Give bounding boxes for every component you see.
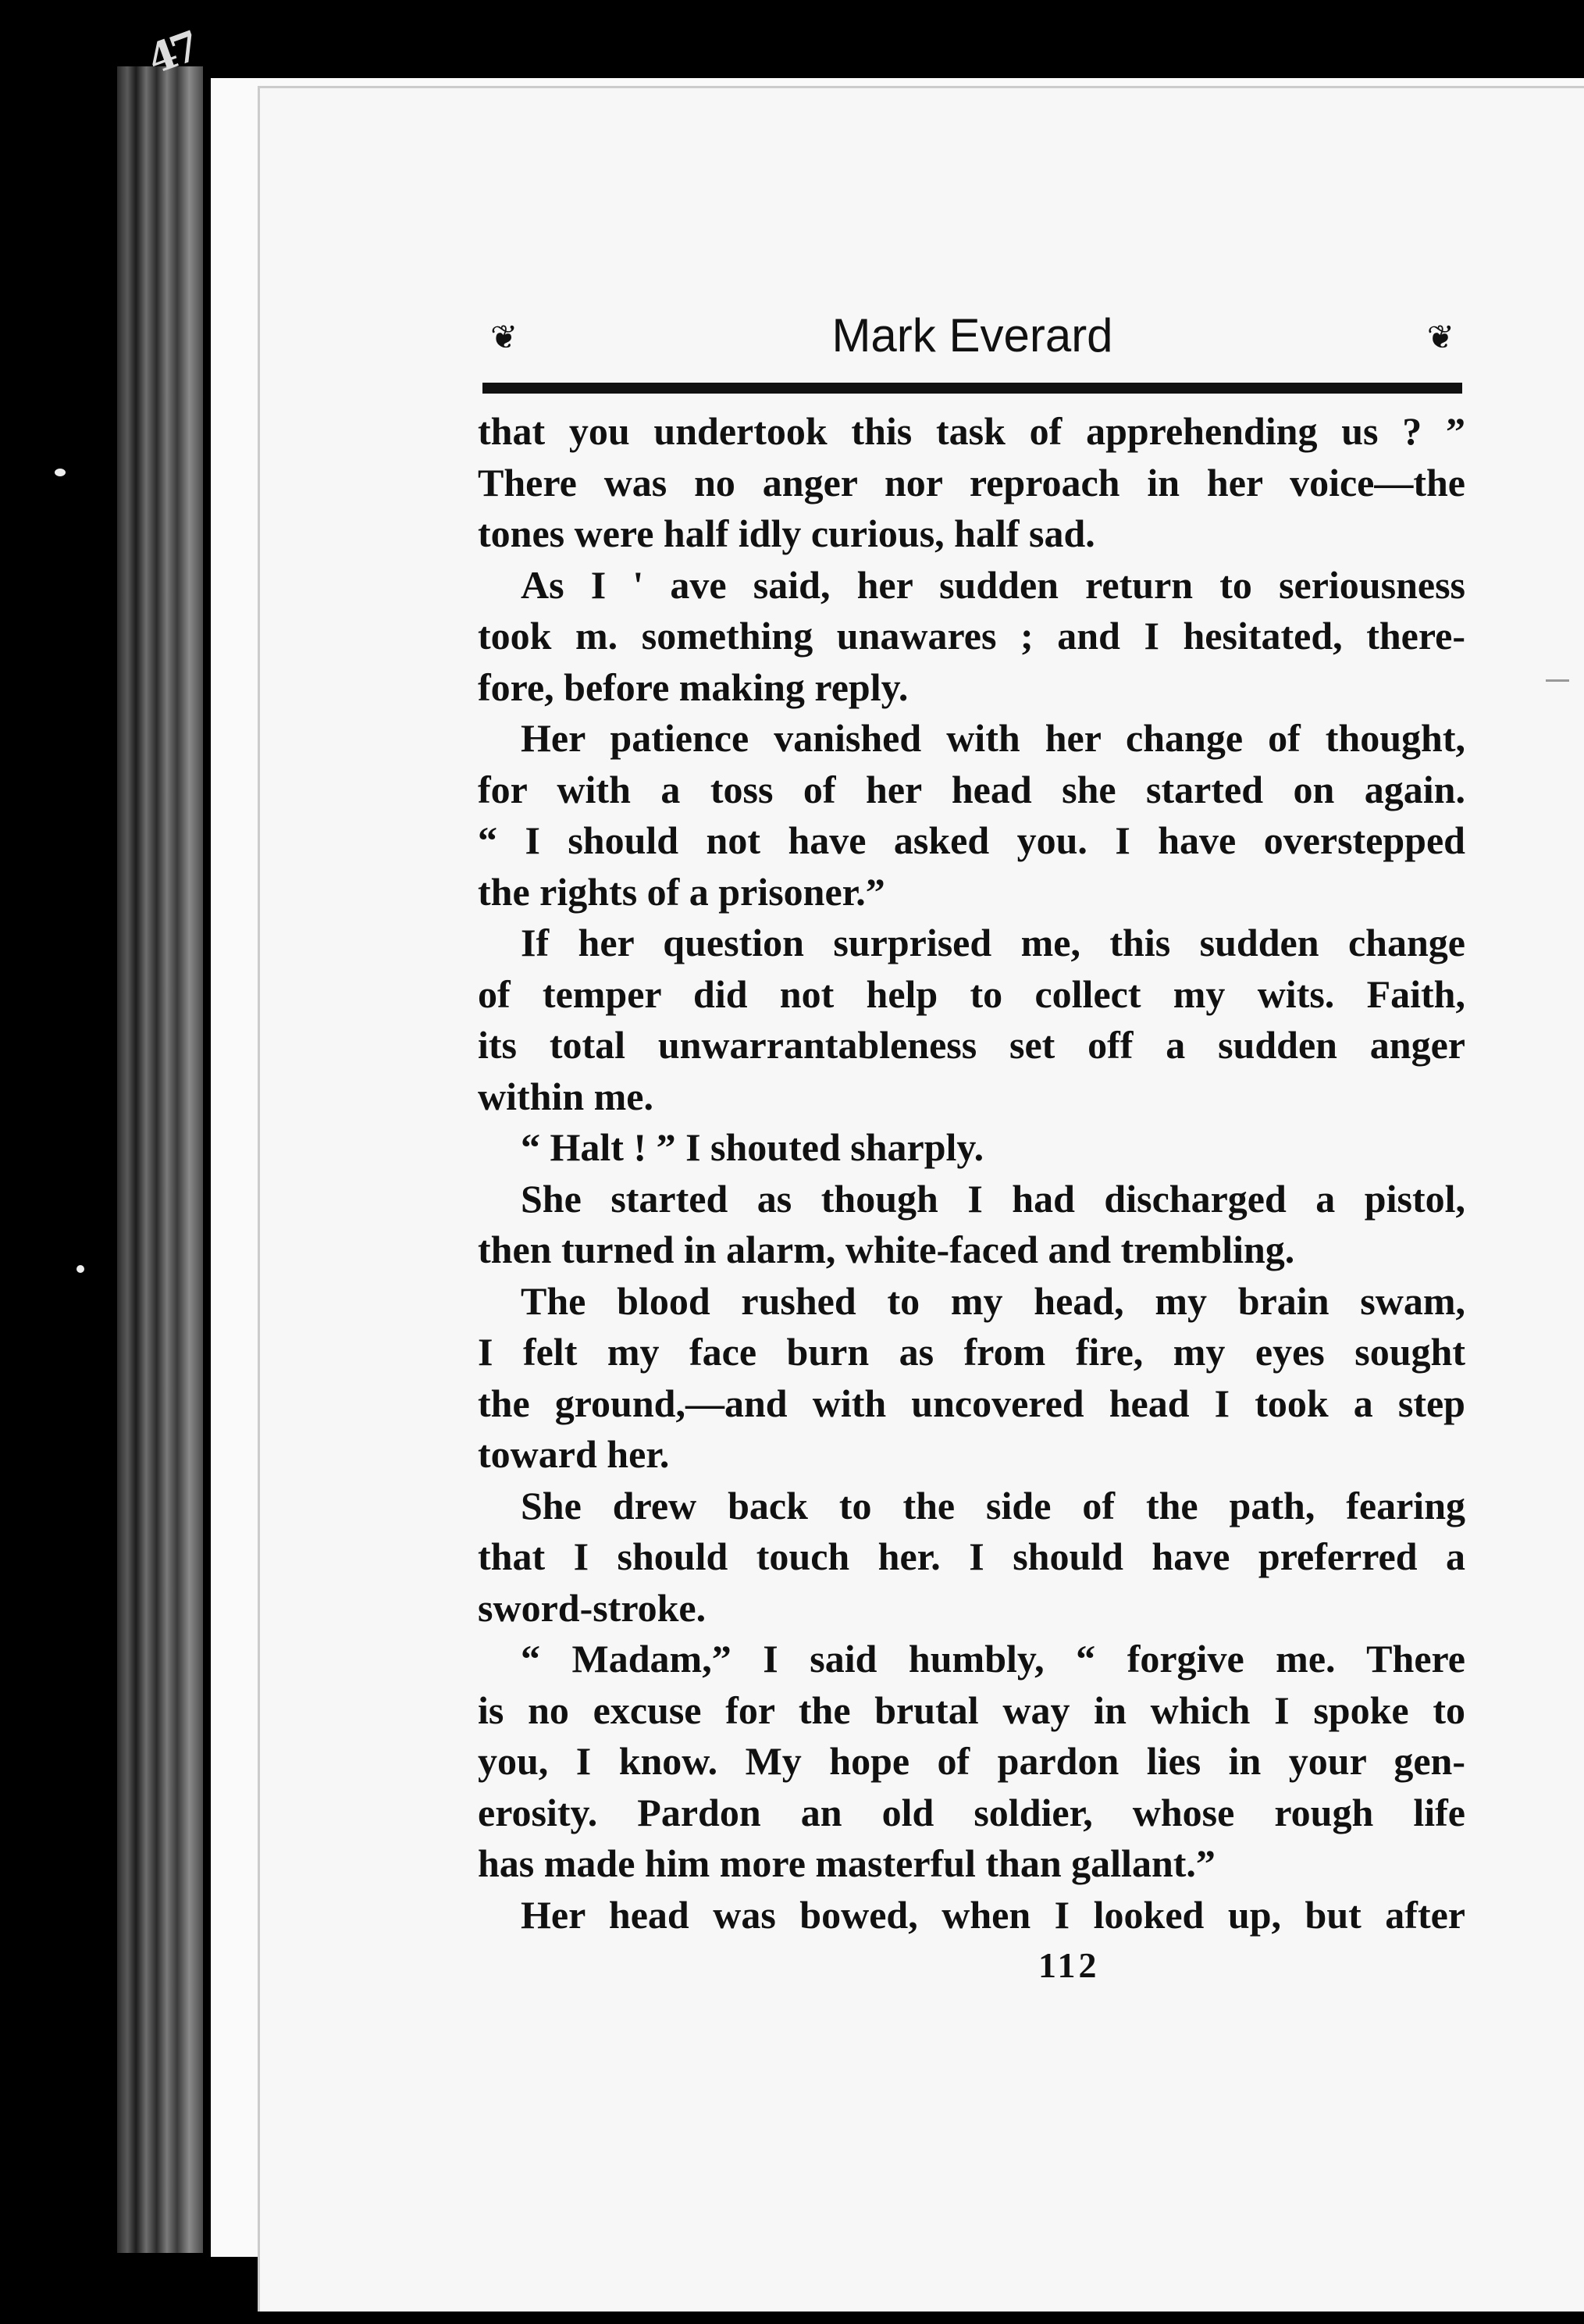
text-line: “ Halt ! ” I shouted sharply. xyxy=(521,1125,984,1169)
text-line: Her patience vanished with her change of thought, xyxy=(521,716,1465,760)
text-line: Her head was bowed, when I looked up, but after xyxy=(521,1892,1465,1937)
text-line: of temper did not help to collect my wits. Faith, xyxy=(478,971,1465,1016)
text-line: its total unwarrantableness set off a sudden anger xyxy=(478,1023,1465,1067)
scan-speck xyxy=(77,1265,84,1273)
text-line: that you undertook this task of apprehending us ? ” xyxy=(478,409,1465,453)
ornament-left-icon: ❦ xyxy=(490,318,518,356)
corner-mark: 47 xyxy=(141,23,202,84)
running-title: Mark Everard xyxy=(831,309,1113,362)
text-line: that I should touch her. I should have preferred a xyxy=(478,1534,1465,1578)
text-line: If her question surprised me, this sudden change xyxy=(521,921,1465,964)
text-line: “ Madam,” I said humbly, “ forgive me. There xyxy=(521,1637,1465,1681)
text-line: tones were half idly curious, half sad. xyxy=(478,511,1095,555)
text-line: has made him more masterful than gallant.” xyxy=(478,1841,1216,1885)
ornament-right-icon: ❦ xyxy=(1426,318,1454,356)
scan-speck xyxy=(1546,679,1569,682)
text-line: toward her. xyxy=(478,1432,670,1476)
text-line: then turned in alarm, white-faced and trembling. xyxy=(478,1228,1295,1271)
text-line: fore, before making reply. xyxy=(478,665,909,709)
text-line: took m. something unawares ; and I hesitated, there- xyxy=(478,614,1465,658)
text-line: erosity. Pardon an old soldier, whose rough life xyxy=(478,1790,1465,1834)
header-rule xyxy=(482,383,1462,394)
text-line: “ I should not have asked you. I have overstepped xyxy=(478,818,1465,862)
text-line: The blood rushed to my head, my brain swam, xyxy=(521,1278,1465,1323)
text-line: for with a toss of her head she started on again. xyxy=(478,767,1465,811)
text-line: you, I know. My hope of pardon lies in your gen- xyxy=(478,1739,1465,1783)
text-line: within me. xyxy=(478,1074,653,1118)
text-line: As I ' ave said, her sudden return to seriousness xyxy=(521,562,1465,607)
text-line: She started as though I had discharged a pistol, xyxy=(521,1176,1465,1221)
text-line: the ground,—and with uncovered head I took a step xyxy=(478,1381,1465,1425)
text-line: sword-stroke. xyxy=(478,1585,707,1630)
body-text xyxy=(478,406,1465,1941)
scan-speck xyxy=(55,469,66,476)
text-line: She drew back to the side of the path, fearing xyxy=(521,1483,1465,1527)
text-line: I felt my face burn as from fire, my eyes sought xyxy=(478,1330,1465,1374)
text-line: There was no anger nor reproach in her voice—the xyxy=(478,460,1465,504)
text-line: is no excuse for the brutal way in which I spoke to xyxy=(478,1688,1465,1732)
page-number: 112 xyxy=(1038,1945,1100,1985)
running-header xyxy=(482,305,1462,367)
book-edge xyxy=(117,66,203,2253)
text-line: the rights of a prisoner.” xyxy=(478,869,885,914)
